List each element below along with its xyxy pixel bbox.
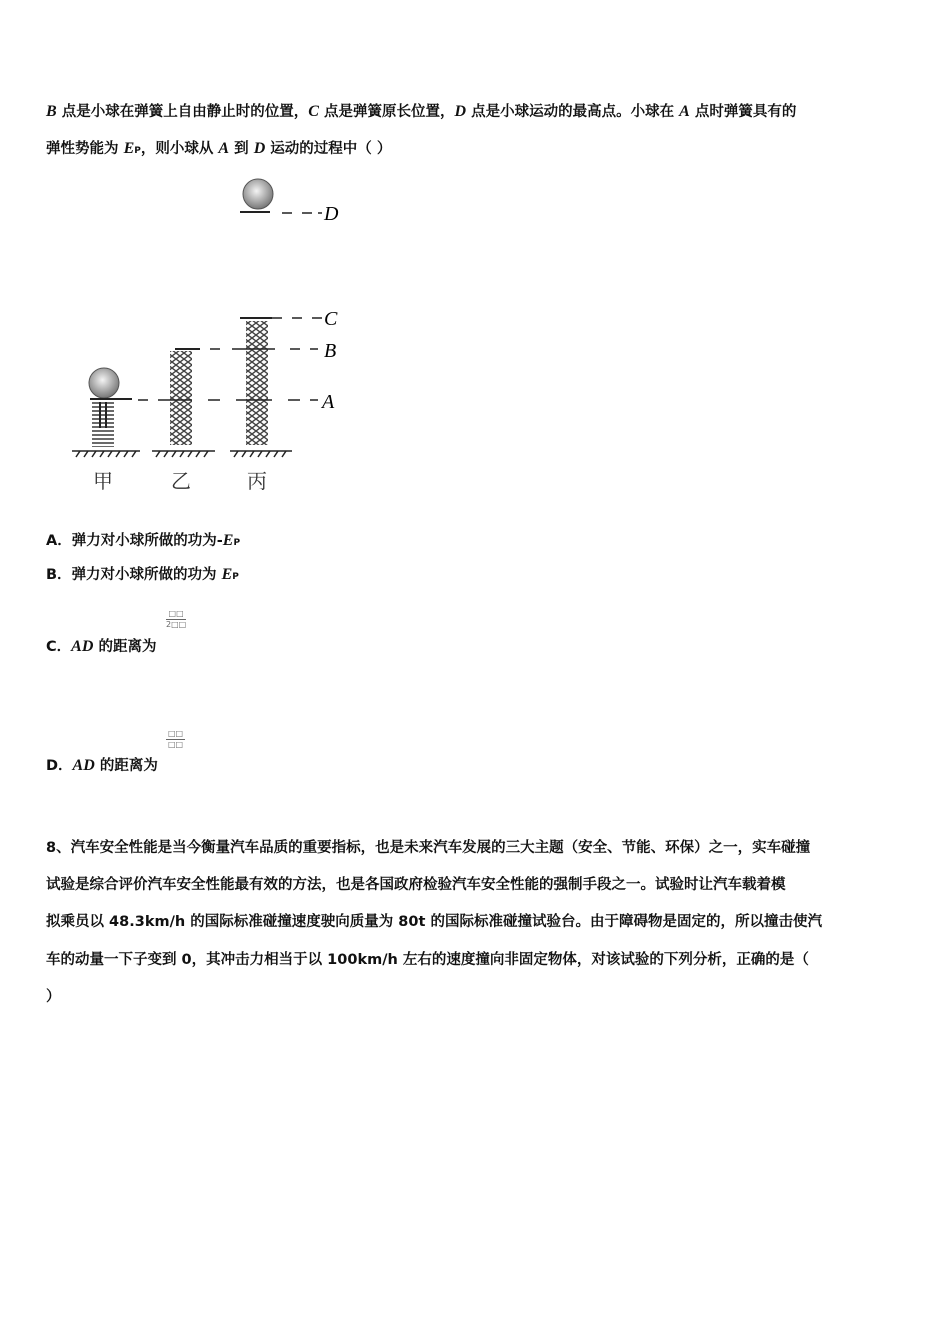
q8-line: 8、汽车安全性能是当今衡量汽车品质的重要指标，也是未来汽车发展的三大主题（安全、节能、环保）之一，实车碰撞 (46, 840, 811, 856)
spring-jia (89, 368, 132, 447)
option-c-fraction: □□ 2□□ (166, 609, 187, 629)
option-d-fraction: □□ □□ (168, 729, 184, 749)
ground-hatches (72, 451, 292, 457)
option-d: D．AD 的距离为 (46, 757, 158, 774)
caption-yi: 乙 (171, 471, 191, 493)
label-b: B (324, 340, 337, 362)
option-c: C．AD 的距离为 (46, 638, 157, 655)
ball-at-d (240, 179, 273, 212)
stem-line-2: 弹性势能为 EP，则小球从 A 到 D 运动的过程中（ ） (46, 140, 392, 157)
option-a: A．弹力对小球所做的功为-EP (46, 532, 241, 549)
stem-line-1: B 点是小球在弹簧上自由静止时的位置，C 点是弹簧原长位置，D 点是小球运动的最高点。小球在 A 点时弹簧具有的 (46, 103, 797, 120)
q8-line: 试验是综合评价汽车安全性能最有效的方法，也是各国政府检验汽车安全性能的强制手段之一。试验时让汽车载着模 (46, 877, 786, 893)
q8-line: ） (46, 989, 61, 1005)
label-c: C (324, 308, 338, 330)
q8-line: 拟乘员以 48.3km/h 的国际标准碰撞速度驶向质量为 80t 的国际标准碰撞试验台。由于障碍物是固定的，所以撞击使汽 (46, 914, 822, 930)
caption-bing: 丙 (247, 471, 267, 493)
spring-yi (170, 349, 200, 445)
option-b: B．弹力对小球所做的功为 EP (46, 566, 239, 583)
q8-line: 车的动量一下子变到 0，其冲击力相当于以 100km/h 左右的速度撞向非固定物体，对该试验的下列分析，正确的是（ (46, 952, 809, 968)
label-d: D (324, 203, 339, 225)
spring-ball-figure (60, 170, 360, 500)
spring-bing (240, 318, 272, 445)
caption-jia: 甲 (93, 471, 113, 493)
label-a: A (322, 391, 335, 413)
